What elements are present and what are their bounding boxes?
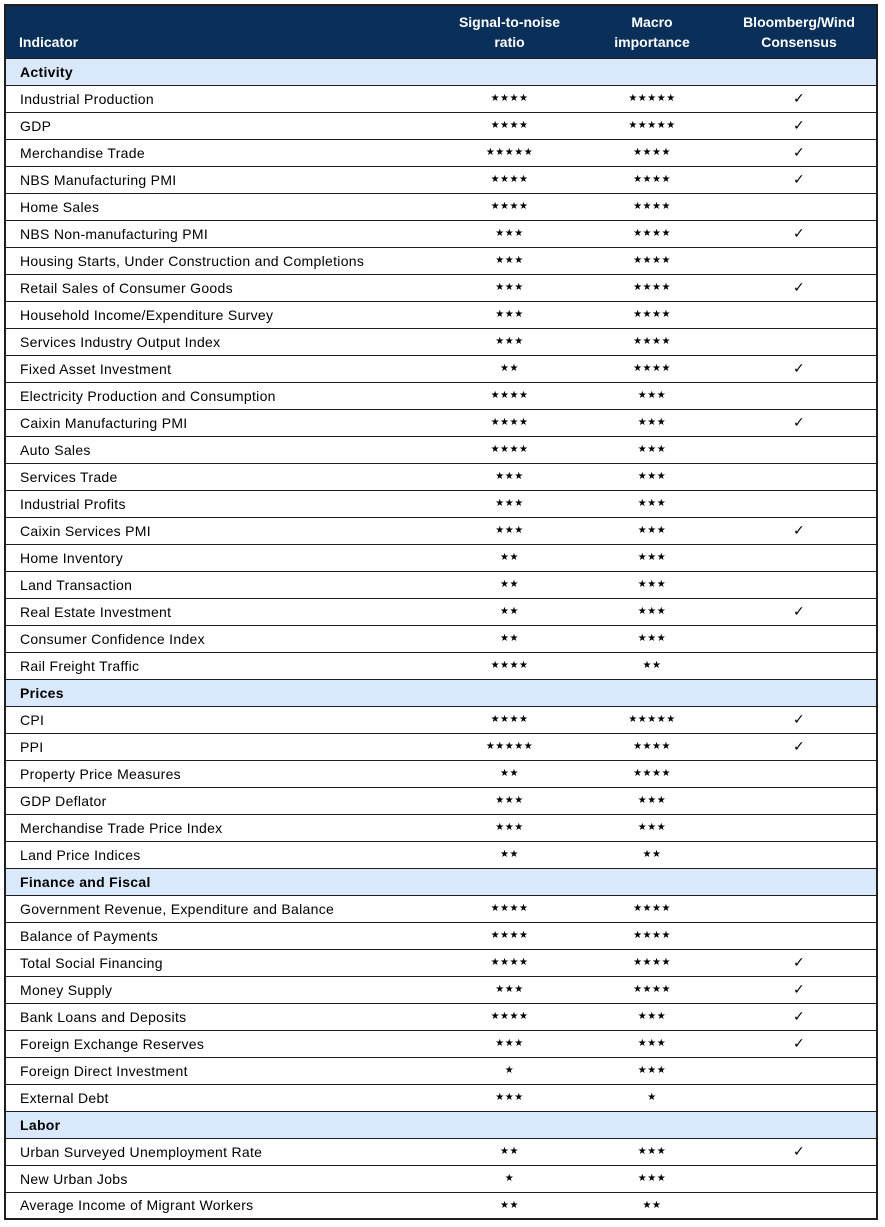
indicator-name: PPI — [5, 733, 437, 760]
signal-to-noise-rating: ★★ — [437, 355, 582, 382]
section-title: Prices — [5, 679, 877, 706]
signal-to-noise-rating: ★★★ — [437, 1030, 582, 1057]
table-row — [5, 598, 877, 625]
consensus-cell — [722, 1084, 877, 1111]
indicator-name: Auto Sales — [5, 436, 437, 463]
signal-to-noise-rating: ★★ — [437, 571, 582, 598]
section-title: Activity — [5, 58, 877, 85]
consensus-cell — [722, 1003, 877, 1030]
macro-importance-rating: ★★★★ — [582, 328, 722, 355]
signal-to-noise-rating: ★★★★ — [437, 895, 582, 922]
indicator-name: Property Price Measures — [5, 760, 437, 787]
check-icon: ✓ — [792, 1143, 806, 1160]
indicator-name: Government Revenue, Expenditure and Balance — [5, 895, 437, 922]
macro-importance-rating: ★★★★ — [582, 733, 722, 760]
consensus-cell — [722, 571, 877, 598]
table-header — [5, 5, 877, 58]
table-row — [5, 544, 877, 571]
table-row — [5, 139, 877, 166]
signal-to-noise-rating: ★★★ — [437, 787, 582, 814]
consensus-cell — [722, 85, 877, 112]
indicator-name: CPI — [5, 706, 437, 733]
table-row — [5, 814, 877, 841]
signal-to-noise-rating: ★★★ — [437, 220, 582, 247]
table-row — [5, 382, 877, 409]
macro-importance-rating: ★★★★ — [582, 760, 722, 787]
table-row — [5, 1192, 877, 1219]
indicator-name: Money Supply — [5, 976, 437, 1003]
consensus-cell — [722, 1030, 877, 1057]
signal-to-noise-rating: ★★★★ — [437, 85, 582, 112]
macro-importance-rating: ★ — [582, 1084, 722, 1111]
signal-to-noise-rating: ★★★★ — [437, 409, 582, 436]
indicator-name: Urban Surveyed Unemployment Rate — [5, 1138, 437, 1165]
consensus-cell — [722, 544, 877, 571]
indicator-name: Rail Freight Traffic — [5, 652, 437, 679]
consensus-cell — [722, 193, 877, 220]
signal-to-noise-rating: ★★★ — [437, 976, 582, 1003]
signal-to-noise-rating: ★★★ — [437, 490, 582, 517]
signal-to-noise-rating: ★★★★ — [437, 1003, 582, 1030]
indicator-name: Caixin Manufacturing PMI — [5, 409, 437, 436]
check-icon: ✓ — [792, 603, 806, 620]
table-row — [5, 760, 877, 787]
macro-importance-rating: ★★★ — [582, 490, 722, 517]
signal-to-noise-rating: ★★ — [437, 544, 582, 571]
indicator-name: Foreign Direct Investment — [5, 1057, 437, 1084]
indicator-name: NBS Manufacturing PMI — [5, 166, 437, 193]
macro-importance-rating: ★★★★ — [582, 220, 722, 247]
indicator-name: Average Income of Migrant Workers — [5, 1192, 437, 1219]
section-header-row — [5, 679, 877, 706]
consensus-cell — [722, 355, 877, 382]
signal-to-noise-rating: ★★★★ — [437, 949, 582, 976]
macro-importance-rating: ★★★ — [582, 517, 722, 544]
table-row — [5, 1057, 877, 1084]
consensus-cell — [722, 274, 877, 301]
macro-importance-rating: ★★★★★ — [582, 706, 722, 733]
table-body — [5, 58, 877, 1219]
indicator-name: External Debt — [5, 1084, 437, 1111]
macro-importance-rating: ★★★★ — [582, 274, 722, 301]
signal-to-noise-rating: ★★★★ — [437, 436, 582, 463]
indicator-name: Land Price Indices — [5, 841, 437, 868]
indicator-name: Real Estate Investment — [5, 598, 437, 625]
signal-to-noise-rating: ★★★ — [437, 517, 582, 544]
table-row — [5, 490, 877, 517]
indicator-name: Bank Loans and Deposits — [5, 1003, 437, 1030]
section-title: Finance and Fiscal — [5, 868, 877, 895]
consensus-cell — [722, 625, 877, 652]
signal-to-noise-rating: ★★★★ — [437, 193, 582, 220]
table-row — [5, 706, 877, 733]
consensus-cell — [722, 895, 877, 922]
consensus-cell — [722, 733, 877, 760]
check-icon: ✓ — [792, 954, 806, 971]
table-row — [5, 733, 877, 760]
table-row — [5, 409, 877, 436]
macro-importance-rating: ★★★ — [582, 571, 722, 598]
check-icon: ✓ — [792, 738, 806, 755]
consensus-cell — [722, 814, 877, 841]
section-header-row — [5, 868, 877, 895]
table-row — [5, 895, 877, 922]
check-icon: ✓ — [792, 522, 806, 539]
consensus-cell — [722, 1165, 877, 1192]
indicator-name: Balance of Payments — [5, 922, 437, 949]
signal-to-noise-rating: ★★★★ — [437, 706, 582, 733]
macro-importance-rating: ★★ — [582, 1192, 722, 1219]
consensus-cell — [722, 1057, 877, 1084]
macro-importance-rating: ★★★ — [582, 436, 722, 463]
check-icon: ✓ — [792, 144, 806, 161]
table-row — [5, 841, 877, 868]
indicator-name: Industrial Production — [5, 85, 437, 112]
consensus-cell — [722, 139, 877, 166]
macro-importance-rating: ★★★ — [582, 1165, 722, 1192]
check-icon: ✓ — [792, 171, 806, 188]
macro-importance-rating: ★★ — [582, 652, 722, 679]
table-row — [5, 274, 877, 301]
indicator-name: Housing Starts, Under Construction and Completions — [5, 247, 437, 274]
macro-importance-rating: ★★★ — [582, 1138, 722, 1165]
signal-to-noise-rating: ★★★★ — [437, 652, 582, 679]
consensus-cell — [722, 382, 877, 409]
table-row — [5, 328, 877, 355]
table-row — [5, 1030, 877, 1057]
signal-to-noise-rating: ★★★ — [437, 463, 582, 490]
macro-importance-rating: ★★★ — [582, 814, 722, 841]
macro-importance-rating: ★★★ — [582, 625, 722, 652]
indicator-name: Services Trade — [5, 463, 437, 490]
indicator-name: GDP Deflator — [5, 787, 437, 814]
indicator-name: Industrial Profits — [5, 490, 437, 517]
indicator-name: Land Transaction — [5, 571, 437, 598]
macro-importance-rating: ★★★ — [582, 544, 722, 571]
section-title: Labor — [5, 1111, 877, 1138]
check-icon: ✓ — [792, 225, 806, 242]
consensus-cell — [722, 787, 877, 814]
table-row — [5, 112, 877, 139]
check-icon: ✓ — [792, 90, 806, 107]
signal-to-noise-rating: ★★ — [437, 841, 582, 868]
table-row — [5, 1084, 877, 1111]
macro-importance-rating: ★★★ — [582, 463, 722, 490]
macro-importance-rating: ★★★ — [582, 1003, 722, 1030]
signal-to-noise-rating: ★★★★ — [437, 166, 582, 193]
check-icon: ✓ — [792, 117, 806, 134]
macro-importance-rating: ★★★★ — [582, 922, 722, 949]
macro-importance-rating: ★★★★★ — [582, 85, 722, 112]
consensus-cell — [722, 301, 877, 328]
header-indicator: Indicator — [19, 33, 79, 50]
indicator-name: Electricity Production and Consumption — [5, 382, 437, 409]
table-row — [5, 949, 877, 976]
indicator-name: Merchandise Trade — [5, 139, 437, 166]
header-consensus: Bloomberg/Wind Consensus — [743, 13, 855, 50]
table-row — [5, 652, 877, 679]
macro-importance-rating: ★★★★ — [582, 355, 722, 382]
table-row — [5, 517, 877, 544]
signal-to-noise-rating: ★★★ — [437, 301, 582, 328]
indicator-name: GDP — [5, 112, 437, 139]
indicator-name: Home Sales — [5, 193, 437, 220]
signal-to-noise-rating: ★★★★ — [437, 112, 582, 139]
signal-to-noise-rating: ★★★★★ — [437, 733, 582, 760]
indicator-name: Consumer Confidence Index — [5, 625, 437, 652]
table-row — [5, 463, 877, 490]
table-row — [5, 301, 877, 328]
consensus-cell — [722, 490, 877, 517]
signal-to-noise-rating: ★★★ — [437, 814, 582, 841]
consensus-cell — [722, 436, 877, 463]
indicator-table — [4, 4, 878, 1220]
macro-importance-rating: ★★★ — [582, 598, 722, 625]
consensus-cell — [722, 463, 877, 490]
consensus-cell — [722, 949, 877, 976]
indicator-name: Household Income/Expenditure Survey — [5, 301, 437, 328]
table-row — [5, 1003, 877, 1030]
table-row — [5, 571, 877, 598]
consensus-cell — [722, 409, 877, 436]
table-row — [5, 166, 877, 193]
consensus-cell — [722, 1138, 877, 1165]
table-row — [5, 247, 877, 274]
signal-to-noise-rating: ★★ — [437, 625, 582, 652]
signal-to-noise-rating: ★★ — [437, 1138, 582, 1165]
section-header-row — [5, 1111, 877, 1138]
signal-to-noise-rating: ★ — [437, 1165, 582, 1192]
header-signal-to-noise: Signal-to-noise ratio — [458, 13, 561, 50]
check-icon: ✓ — [792, 279, 806, 296]
macro-importance-rating: ★★★★ — [582, 193, 722, 220]
signal-to-noise-rating: ★★ — [437, 598, 582, 625]
indicator-name: Services Industry Output Index — [5, 328, 437, 355]
signal-to-noise-rating: ★★ — [437, 760, 582, 787]
consensus-cell — [722, 517, 877, 544]
signal-to-noise-rating: ★★ — [437, 1192, 582, 1219]
indicator-name: Home Inventory — [5, 544, 437, 571]
macro-importance-rating: ★★ — [582, 841, 722, 868]
header-macro-importance: Macro importance — [614, 13, 690, 50]
table-row — [5, 922, 877, 949]
table-row — [5, 1165, 877, 1192]
indicator-name: Foreign Exchange Reserves — [5, 1030, 437, 1057]
check-icon: ✓ — [792, 1035, 806, 1052]
consensus-cell — [722, 112, 877, 139]
consensus-cell — [722, 220, 877, 247]
signal-to-noise-rating: ★★★ — [437, 328, 582, 355]
consensus-cell — [722, 841, 877, 868]
header-row — [5, 5, 877, 58]
macro-importance-rating: ★★★ — [582, 409, 722, 436]
indicator-name: NBS Non-manufacturing PMI — [5, 220, 437, 247]
check-icon: ✓ — [792, 360, 806, 377]
table-row — [5, 355, 877, 382]
macro-importance-rating: ★★★★ — [582, 949, 722, 976]
indicator-name: Fixed Asset Investment — [5, 355, 437, 382]
consensus-cell — [722, 652, 877, 679]
consensus-cell — [722, 598, 877, 625]
indicator-name: New Urban Jobs — [5, 1165, 437, 1192]
macro-importance-rating: ★★★★ — [582, 247, 722, 274]
macro-importance-rating: ★★★★ — [582, 139, 722, 166]
table-row — [5, 625, 877, 652]
indicator-name: Caixin Services PMI — [5, 517, 437, 544]
table-row — [5, 85, 877, 112]
signal-to-noise-rating: ★★★ — [437, 1084, 582, 1111]
section-header-row — [5, 58, 877, 85]
indicator-name: Total Social Financing — [5, 949, 437, 976]
macro-importance-rating: ★★★ — [582, 787, 722, 814]
table-row — [5, 220, 877, 247]
check-icon: ✓ — [792, 981, 806, 998]
consensus-cell — [722, 328, 877, 355]
consensus-cell — [722, 166, 877, 193]
table-row — [5, 436, 877, 463]
consensus-cell — [722, 922, 877, 949]
macro-importance-rating: ★★★★ — [582, 166, 722, 193]
consensus-cell — [722, 760, 877, 787]
macro-importance-rating: ★★★★★ — [582, 112, 722, 139]
macro-importance-rating: ★★★ — [582, 382, 722, 409]
indicator-name: Merchandise Trade Price Index — [5, 814, 437, 841]
macro-importance-rating: ★★★★ — [582, 301, 722, 328]
macro-importance-rating: ★★★ — [582, 1057, 722, 1084]
consensus-cell — [722, 706, 877, 733]
check-icon: ✓ — [792, 1008, 806, 1025]
macro-importance-rating: ★★★★ — [582, 895, 722, 922]
signal-to-noise-rating: ★★★★★ — [437, 139, 582, 166]
table-row — [5, 787, 877, 814]
macro-importance-rating: ★★★ — [582, 1030, 722, 1057]
check-icon: ✓ — [792, 711, 806, 728]
indicator-name: Retail Sales of Consumer Goods — [5, 274, 437, 301]
signal-to-noise-rating: ★★★★ — [437, 922, 582, 949]
table-row — [5, 1138, 877, 1165]
macro-importance-rating: ★★★★ — [582, 976, 722, 1003]
signal-to-noise-rating: ★ — [437, 1057, 582, 1084]
table-row — [5, 976, 877, 1003]
signal-to-noise-rating: ★★★ — [437, 274, 582, 301]
check-icon: ✓ — [792, 414, 806, 431]
signal-to-noise-rating: ★★★ — [437, 247, 582, 274]
table-row — [5, 193, 877, 220]
consensus-cell — [722, 247, 877, 274]
consensus-cell — [722, 976, 877, 1003]
signal-to-noise-rating: ★★★★ — [437, 382, 582, 409]
consensus-cell — [722, 1192, 877, 1219]
